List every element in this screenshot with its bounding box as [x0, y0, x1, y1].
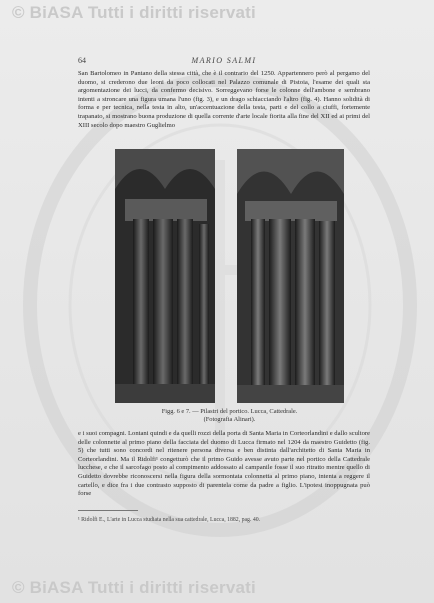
watermark-bottom: © BiASA Tutti i diritti riservati [12, 578, 256, 597]
watermark-top: © BiASA Tutti i diritti riservati [12, 3, 256, 22]
body-paragraph-top: San Bartolomeo in Pantano della stessa città, che è il contrario del 1250. Appartennero però al pergamo del duomo, si crederono due leoni da poco collocati nel Palazzo comunale di Pistoia, l'esame dei quali sta argomentazione dei lucci, da confermo decisivo. Sorreggevano forse le colonne dell'ambone e sembrano intenti a stroncare una figura umana l'uno (fig. 3), e un drago schiacciando l'altro (fig. 4). Hanno solidità di forma e per tecnica, nella testa in alto, un'accentuazione della testa, parti e del collo a ciuffi, fortemente trapanato, si mostrano buona produzione di quella corrente d'arte locale fiorita alla fine del XII ed ai primi del XIII secolo dopo maestro Guglielmo [78, 70, 370, 129]
running-head: MARIO SALMI [191, 56, 257, 65]
page-header [78, 56, 370, 68]
body-paragraph-bottom: e i suoi compagni. Lontani quindi e da quelli rozzi della porta di Santa Maria in Corteorlandini e dallo scultore delle colonnette al primo piano della facciata del duomo di Lucca firmato nel 1204 da maestro Guidetto (fig. 5) che tutti sono concordi nel ritenere persona diversa e ben distinta dall'architetto di Santa Maria in Corteorlandini. Ma il Ridolfi¹ congetturò che il primo Guido avesse avuto parte nel portico della Cattedrale lucchese, e che il sarcofago posto al compimento addossato al campanile fosse il suo ritratto mentre quello di Guidetto dovrebbe riconoscersi nella figura della sormontata colonnetta al primo piano, intenta a reggere il cartello, e dice fra i due contrasto supposto di parentela come da padre a figlio. L'ipotesi inoppugnata può forse [78, 430, 370, 498]
caption-line-1: Figg. 6 e 7. — Pilastri del portico. Lucca, Cattedrale. [161, 408, 298, 415]
footnote-rule [78, 510, 138, 511]
photo-pillar-right [237, 149, 344, 403]
footnote: ¹ Ridolfi E., L'arte in Lucca studiata nella sua cattedrale, Lucca, 1882, pag. 40. [78, 517, 261, 523]
photo-pillar-left [115, 149, 215, 403]
caption-line-2: (Fotografia Alinari). [203, 416, 256, 423]
page-number: 64 [78, 56, 86, 65]
figure-caption [115, 408, 344, 424]
